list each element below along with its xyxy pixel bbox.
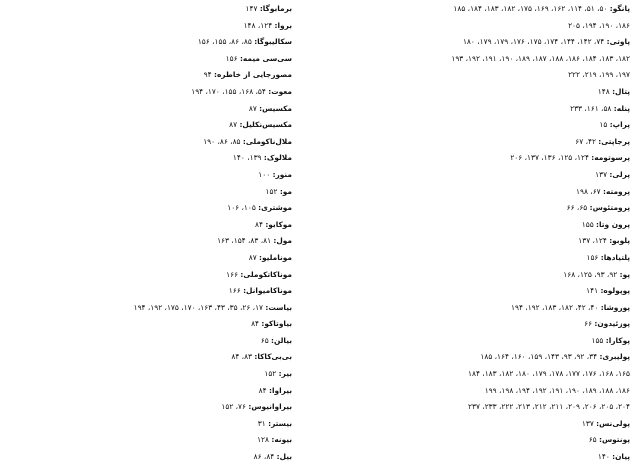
entry-page-refs: ۴۲، ۶۷ (575, 136, 596, 146)
index-entry (4, 1, 292, 18)
index-entry (325, 134, 630, 151)
entry-page-refs: ۷۴، ۱۴۲، ۱۴۴، ۱۷۴، ۱۷۵، ۱۷۶، ۱۷۹، ۱۷۹، ۱۸۰ (462, 37, 605, 47)
index-entry (325, 283, 630, 300)
entry-page-refs: ۸۴ (251, 319, 260, 329)
entry-page-refs: ۱۰۰ (258, 169, 271, 179)
entry-headword: موناکامیوانل: (243, 286, 292, 296)
index-entry (4, 316, 292, 333)
index-entry (4, 117, 292, 134)
index-entry (4, 184, 292, 201)
entry-page-refs: ۴۰، ۴۲، ۱۸۲، ۱۸۳، ۱۹۲، ۱۹۴ (511, 302, 599, 312)
entry-page-refs: ۱۵۵ (581, 219, 594, 229)
index-entry (4, 267, 292, 284)
entry-headword: پو: (619, 269, 630, 279)
entry-page-refs: ۵۸، ۱۶۱، ۲۳۳ (570, 103, 612, 113)
index-entry (325, 416, 630, 433)
entry-page-refs: ۱۳۷ (581, 418, 594, 428)
index-entry (325, 150, 630, 167)
entry-headword: پرسوتومه: (591, 153, 630, 163)
entry-headword: بیستر: (268, 418, 292, 428)
entry-page-refs: ۸۵، ۸۶، ۱۹۰ (203, 136, 241, 146)
entry-page-refs: ۱۶۵، ۱۶۸، ۱۷۶، ۱۷۷، ۱۷۸، ۱۷۹، ۱۸۰، ۱۸۲، ۱۸۳، ۱۸۴ (468, 369, 630, 379)
entry-page-refs: ۷۶، ۱۵۲ (221, 402, 246, 412)
index-entry (325, 267, 630, 284)
entry-headword: پولی‌نس: (596, 418, 630, 428)
index-entry (4, 349, 292, 366)
entry-page-refs: ۸۴ (258, 385, 267, 395)
index-entry (4, 51, 292, 68)
index-entry (4, 101, 292, 118)
entry-page-refs: ۸۵، ۸۶، ۱۵۵، ۱۵۶ (197, 37, 252, 47)
entry-headword: سی‌سی میمه: (239, 53, 292, 63)
index-entry (325, 349, 630, 366)
entry-page-refs: ۶۵، ۶۶ (566, 203, 588, 213)
entry-headword: پرومته: (603, 186, 630, 196)
entry-page-refs: ۱۵۶ (586, 252, 599, 262)
entry-headword: پرجاپتی: (598, 136, 630, 146)
entry-page-refs: ۸۱، ۸۳، ۱۵۴، ۱۶۳ (217, 236, 272, 246)
entry-headword: پاوتی: (606, 37, 630, 47)
entry-headword: مول: (273, 236, 292, 246)
index-entry (325, 233, 630, 250)
entry-page-refs: ۱۳۷ (595, 169, 608, 179)
entry-headword: پنله: (613, 103, 630, 113)
entry-headword: پوپولوه: (600, 286, 630, 296)
index-entry (325, 217, 630, 234)
entry-page-refs: ۸۷ (229, 120, 238, 130)
entry-page-refs: ۶۵ (260, 335, 269, 345)
entry-page-refs: ۱۳۹، ۱۴۰ (232, 153, 262, 163)
entry-page-refs: ۱۰۵، ۱۰۶ (227, 203, 256, 213)
entry-headword: پراپ: (609, 120, 630, 130)
entry-page-refs: ۱۸۶، ۱۸۸، ۱۸۹، ۱۹۰، ۱۹۱، ۱۹۲، ۱۹۴، ۱۹۸، ۱۹۹ (484, 385, 630, 395)
entry-page-refs: ۱۹۷، ۱۹۹، ۲۱۹، ۲۲۲ (568, 70, 630, 80)
index-entry (4, 250, 292, 267)
index-entry (325, 51, 630, 68)
entry-headword: پونتوس: (599, 435, 630, 445)
entry-page-refs: ۱۴۰ (597, 452, 610, 462)
index-entry (325, 167, 630, 184)
entry-page-refs: ۱۵۲ (264, 369, 277, 379)
entry-page-refs: ۱۸۲، ۱۸۳، ۱۸۴، ۱۸۶، ۱۸۸، ۱۸۷، ۱۸۹، ۱۹۰، ۱۹۱، ۱۹۲، ۱۹۳ (451, 53, 630, 63)
entry-page-refs: ۱۶۶ (228, 286, 241, 296)
index-entry (4, 300, 292, 317)
entry-headword: پلتیادها: (600, 252, 630, 262)
entry-page-refs: ۶۷، ۱۹۸ (576, 186, 601, 196)
index-entry (325, 399, 630, 416)
index-entry (325, 200, 630, 217)
index-entry (325, 432, 630, 449)
index-entry (325, 67, 630, 84)
entry-headword: منور: (272, 169, 292, 179)
entry-headword: پتال: (612, 86, 630, 96)
index-entry (325, 117, 630, 134)
entry-page-refs: ۹۲، ۹۳، ۱۲۵، ۱۶۸ (563, 269, 618, 279)
entry-headword: پانگو: (609, 4, 630, 13)
entry-page-refs: ۱۴۸ (597, 86, 610, 96)
entry-headword: پوکارا: (605, 335, 630, 345)
index-entry (325, 300, 630, 317)
entry-headword: معوت: (268, 86, 292, 96)
entry-headword: برمابوگا: (259, 4, 292, 13)
entry-headword: مکسیس: (259, 103, 292, 113)
entry-page-refs: ۶۶ (584, 319, 593, 329)
entry-headword: پوزئیدون: (594, 319, 630, 329)
entry-page-refs: ۸۷ (248, 252, 257, 262)
entry-page-refs: ۱۶۶ (226, 269, 239, 279)
index-entry (4, 233, 292, 250)
entry-page-refs: ۹۴ (203, 70, 212, 80)
entry-headword: موناملیو: (259, 252, 292, 262)
index-entry (325, 250, 630, 267)
entry-page-refs: ۵۰، ۵۱، ۱۱۴، ۱۶۲، ۱۶۹، ۱۷۵، ۱۸۲، ۱۸۳، ۱۸۴، ۱۸۵ (453, 4, 608, 13)
index-entry (4, 134, 292, 151)
entry-page-refs: ۸۷ (248, 103, 257, 113)
entry-page-refs: ۱۲۸ (257, 435, 269, 445)
right-column (325, 1, 630, 466)
entry-headword: بیاست: (265, 302, 292, 312)
entry-headword: مصورجایی از خاطره: (213, 70, 292, 80)
index-entry (4, 200, 292, 217)
entry-page-refs: ۳۱ (257, 418, 266, 428)
index-entry (4, 84, 292, 101)
entry-page-refs: ۱۵ (599, 120, 608, 130)
entry-headword: ملالوک: (263, 153, 292, 163)
entry-headword: پرومتئوس: (589, 203, 630, 213)
entry-headword: پرلی: (609, 169, 630, 179)
entry-page-refs: ۱۷، ۲۶، ۳۵، ۴۳، ۱۶۳، ۱۷۰، ۱۷۵، ۱۹۲، ۱۹۴ (133, 302, 264, 312)
entry-page-refs: ۸۴ (255, 219, 263, 229)
entry-headword: موکابو: (265, 219, 292, 229)
entry-headword: پیان: (612, 452, 630, 462)
entry-headword: بیاوتاکو: (261, 319, 292, 329)
index-entry (325, 18, 630, 35)
entry-headword: مکسیس‌نکلیل: (239, 120, 292, 130)
left-column (4, 1, 292, 466)
entry-page-refs: ۱۲۴، ۱۲۵، ۱۳۶، ۱۳۷، ۲۰۶ (510, 153, 589, 163)
entry-page-refs: ۱۴۱ (586, 286, 599, 296)
index-entry (325, 316, 630, 333)
entry-page-refs: ۱۲۴، ۱۳۷ (578, 236, 607, 246)
entry-headword: بروا: (274, 20, 292, 30)
index-entry (4, 67, 292, 84)
index-entry (4, 449, 292, 466)
entry-headword: پرون وتا: (596, 219, 630, 229)
index-entry (325, 449, 630, 466)
index-entry (4, 34, 292, 51)
entry-headword: بیراوا: (268, 385, 292, 395)
entry-page-refs: ۱۸۶، ۱۹۰، ۱۹۴، ۲۰۵ (568, 20, 630, 30)
index-entry (4, 432, 292, 449)
entry-page-refs: ۱۵۲ (265, 186, 278, 196)
entry-page-refs: ۱۲۴، ۱۴۸ (243, 20, 273, 30)
index-entry (4, 366, 292, 383)
index-entry (325, 366, 630, 383)
index-entry (4, 217, 292, 234)
entry-headword: بیراوانیوس: (248, 402, 292, 412)
entry-page-refs: ۲۰۴، ۲۰۵، ۲۰۶، ۲۰۹، ۲۱۱، ۲۱۲، ۲۱۳، ۲۲۲، ۲۳۳، ۲۳۷ (468, 402, 630, 412)
entry-headword: ملال‌ناکوملی: (242, 136, 292, 146)
index-entry (4, 283, 292, 300)
index-entry (4, 167, 292, 184)
index-entry (325, 184, 630, 201)
entry-headword: بیونه: (271, 435, 292, 445)
entry-headword: پوروشا: (600, 302, 630, 312)
entry-headword: مو: (279, 186, 292, 196)
index-entry (4, 399, 292, 416)
index-entry (325, 333, 630, 350)
entry-page-refs: ۱۴۷ (245, 4, 258, 13)
index-entry (325, 1, 630, 18)
entry-page-refs: ۸۴، ۸۶ (253, 452, 275, 462)
entry-headword: سکالیبوگا: (254, 37, 292, 47)
index-entry (4, 18, 292, 35)
entry-headword: موشتری: (258, 203, 292, 213)
entry-page-refs: ۱۵۵ (591, 335, 604, 345)
index-entry (325, 84, 630, 101)
index-entry (4, 333, 292, 350)
entry-page-refs: ۱۵۶ (225, 53, 238, 63)
index-entry (4, 150, 292, 167)
index-entry (325, 383, 630, 400)
entry-headword: پولیبری: (599, 352, 630, 362)
entry-headword: بیر: (278, 369, 292, 379)
index-entry (4, 383, 292, 400)
entry-page-refs: ۸۳، ۸۴ (231, 352, 253, 362)
entry-page-refs: ۶۵ (588, 435, 597, 445)
index-entry (325, 101, 630, 118)
index-entry (4, 416, 292, 433)
entry-headword: بی‌بی‌کاکا: (254, 352, 292, 362)
entry-page-refs: ۳۴، ۹۲، ۹۳، ۱۴۳، ۱۵۹، ۱۶۰، ۱۶۴، ۱۸۵ (480, 352, 598, 362)
entry-headword: پلوبو: (609, 236, 630, 246)
entry-headword: بیل: (276, 452, 292, 462)
index-entry (325, 34, 630, 51)
entry-page-refs: ۵۴، ۱۶۸، ۱۵۵، ۱۷۰، ۱۹۴ (191, 86, 266, 96)
entry-headword: موناکاتکوملی: (240, 269, 292, 279)
entry-headword: بیالن: (271, 335, 292, 345)
